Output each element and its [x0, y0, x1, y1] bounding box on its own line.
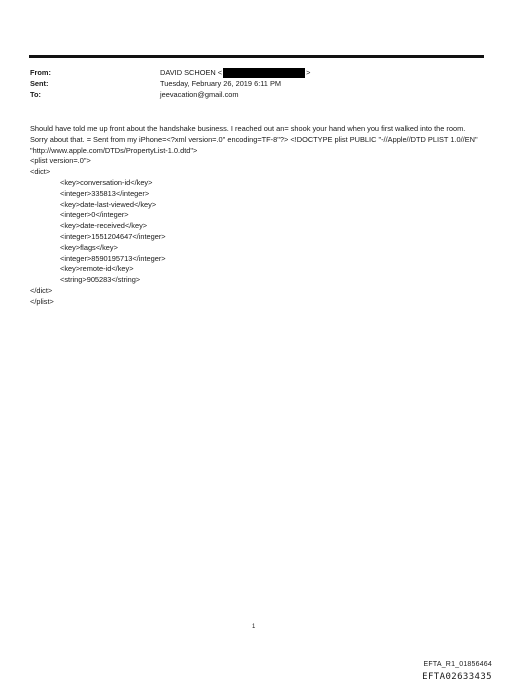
page-number: 1 [252, 624, 256, 630]
bates-number-secondary: EFTA02633435 [422, 672, 492, 682]
sender-name: DAVID SCHOEN < [160, 68, 223, 77]
plist-entry: <key>flags</key> [60, 242, 118, 252]
sent-row [30, 78, 480, 89]
to-row [30, 89, 480, 100]
plist-entry: <key>remote-id</key> [60, 264, 134, 274]
plist-entry: <key>date-last-viewed</key> [60, 199, 157, 209]
plist-close-tag: </plist> [30, 296, 54, 306]
to-value: jeevacation@gmail.com [160, 90, 239, 99]
body-paragraph: Should have told me up front about the handshake business. I reached out an= shook your hand when you first walked into the room. Sorry about that. = Sent from my iPhone=<?xml version=.0" encoding=TF-8"?> <!DOCTYPE plist PUBLIC "-//Apple//DTD PLIST 1.0//EN" "http://www.apple.com/DTDs/PropertyList-1.0.dtd"> [30, 124, 478, 155]
sent-value: Tuesday, February 26, 2019 6:11 PM [160, 79, 282, 88]
to-label: To: [30, 90, 41, 99]
plist-open-tag: <plist version=.0"> [30, 156, 91, 166]
sent-label: Sent: [30, 79, 49, 88]
dict-close-tag: </dict> [30, 285, 53, 295]
from-row [30, 67, 480, 78]
sender-bracket: > [306, 68, 311, 77]
dict-open-tag: <dict> [30, 167, 51, 177]
email-header [30, 67, 480, 100]
plist-entry: <string>905283</string> [60, 275, 141, 285]
plist-entry: <integer>8590195713</integer> [60, 253, 166, 263]
plist-entry: <integer>0</integer> [60, 210, 129, 220]
plist-entry: <key>date-received</key> [60, 221, 148, 231]
plist-entry: <integer>335813</integer> [60, 188, 150, 198]
from-value [160, 67, 310, 78]
from-label: From: [30, 68, 51, 77]
plist-entry: <key>conversation-id</key> [60, 177, 153, 187]
bates-number-primary: EFTA_R1_01856464 [423, 661, 492, 668]
header-divider [29, 55, 484, 58]
redaction-box [223, 68, 305, 78]
email-body [30, 124, 482, 308]
plist-entry: <integer>1551204647</integer> [60, 231, 166, 241]
